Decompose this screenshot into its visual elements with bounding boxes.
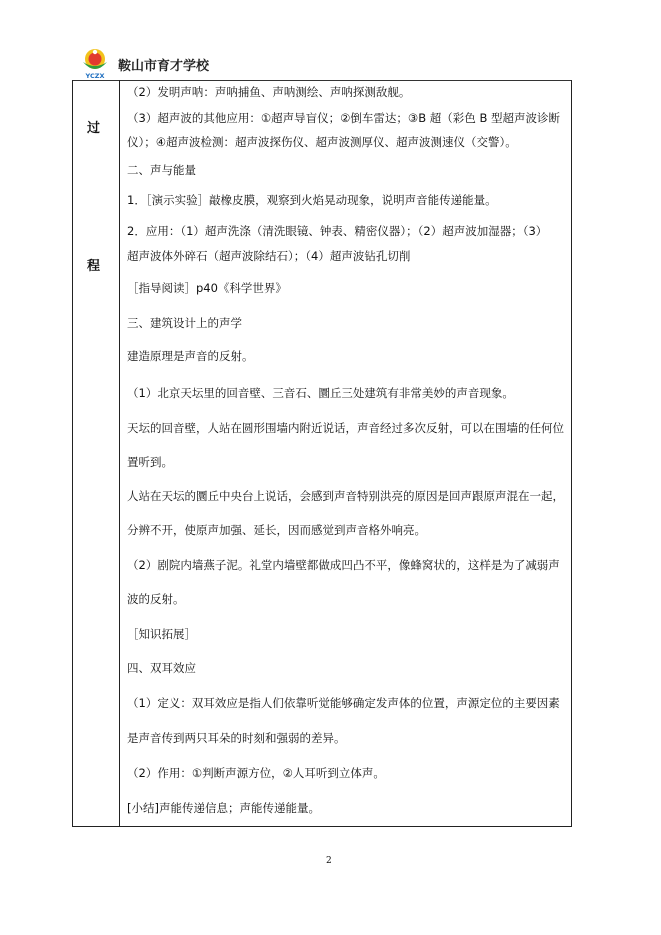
- content-line: （3）超声波的其他应用：①超声导盲仪；②倒车雷达；③B 超（彩色 B 型超声波诊断: [127, 111, 560, 125]
- content-line: 分辨不开，使原声加强、延长，因而感觉到声音格外响亮。: [127, 523, 426, 537]
- content-line: 波的反射。: [127, 592, 185, 606]
- content-line: 置听到。: [127, 455, 173, 469]
- section-heading: 四、双耳效应: [127, 661, 196, 675]
- page-number: 2: [326, 856, 332, 866]
- column-divider: [119, 80, 120, 826]
- side-label-bottom: 程: [87, 259, 101, 274]
- section-heading: 二、声与能量: [127, 163, 196, 177]
- content-line: ［知识拓展］: [127, 627, 196, 641]
- summary-line: [小结]声能传递信息；声能传递能量。: [127, 801, 320, 815]
- content-line: （2）作用：①判断声源方位，②人耳听到立体声。: [127, 766, 385, 780]
- content-line: （2）发明声呐：声呐捕鱼、声呐测绘、声呐探测敌舰。: [127, 85, 411, 99]
- school-logo: [78, 46, 112, 80]
- content-line: 天坛的回音壁，人站在圆形围墙内附近说话，声音经过多次反射，可以在围墙的任何位: [127, 421, 564, 435]
- content-line: 超声波体外碎石（超声波除结石）；（4）超声波钻孔切削: [127, 249, 411, 263]
- section-heading: 三、建筑设计上的声学: [127, 316, 242, 330]
- side-label-top: 过: [87, 121, 101, 136]
- content-line: 建造原理是声音的反射。: [127, 349, 254, 363]
- content-line: 人站在天坛的圜丘中央台上说话，会感到声音特别洪亮的原因是回声跟原声混在一起，: [127, 489, 564, 503]
- content-line: （1）北京天坛里的回音壁、三音石、圜丘三处建筑有非常美妙的声音现象。: [127, 386, 514, 400]
- content-line: （1）定义：双耳效应是指人们依靠听觉能够确定发声体的位置，声源定位的主要因素: [127, 696, 560, 710]
- content-line: （2）剧院内墙燕子泥。礼堂内墙壁都做成凹凸不平，像蜂窝状的，这样是为了减弱声: [127, 558, 560, 572]
- content-line: 2．应用：（1）超声洗涤（清洗眼镜、钟表、精密仪器）；（2）超声波加湿器；（3）: [127, 224, 548, 238]
- content-line: 是声音传到两只耳朵的时刻和强弱的差异。: [127, 731, 346, 745]
- school-name: 鞍山市育才学校: [118, 58, 210, 74]
- content-line: ［指导阅读］p40《科学世界》: [127, 281, 287, 295]
- lesson-table: [72, 80, 572, 827]
- content-line: 仪）；④超声波检测：超声波探伤仪、超声波测厚仪、超声波测速仪（交警）。: [127, 135, 517, 149]
- school-header: [78, 46, 209, 80]
- content-line: 1．［演示实验］敲橡皮膜，观察到火焰晃动现象，说明声音能传递能量。: [127, 193, 497, 207]
- logo-text: YCZX: [85, 72, 105, 80]
